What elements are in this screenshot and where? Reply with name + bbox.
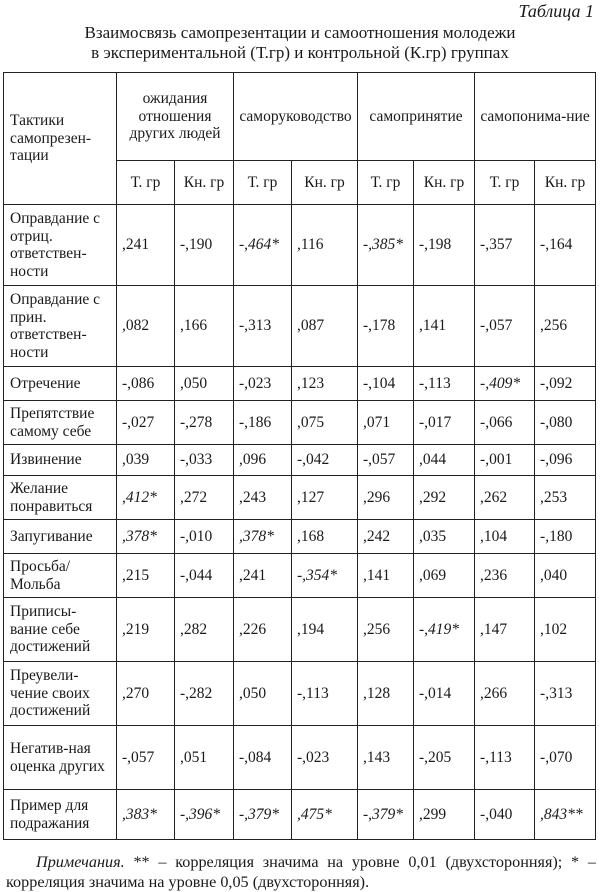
table-cell: ,378*: [234, 520, 292, 554]
table-cell: -,186: [234, 401, 292, 445]
table-cell: ,378*: [117, 520, 175, 554]
row-label: Оправдание с прин. ответствен-ности: [4, 286, 117, 367]
table-cell: ,141: [358, 554, 414, 598]
table-cell: -,379*: [234, 790, 292, 840]
title-line-2: в экспериментальной (Т.гр) и контрольной (К.гр) группах: [91, 43, 509, 62]
table-cell: ,243: [234, 476, 292, 520]
table-cell: ,242: [358, 520, 414, 554]
table-cell: ,071: [358, 401, 414, 445]
table-row: [4, 476, 596, 520]
table-cell: -,066: [475, 401, 535, 445]
table-cell: -,010: [175, 520, 234, 554]
table-cell: ,266: [475, 662, 535, 726]
table-cell: ,253: [535, 476, 596, 520]
note-text: ** – корреляция значима на уровне 0,01 (двухсторонняя); * – корреляция значима на уровне 0,05 (двухсторонняя).: [6, 853, 596, 891]
table-cell: ,128: [358, 662, 414, 726]
table-cell: ,299: [414, 790, 475, 840]
table-row: [4, 205, 596, 286]
table-cell: -,096: [535, 445, 596, 476]
table-cell: -,023: [234, 367, 292, 401]
table-cell: -,057: [358, 445, 414, 476]
row-label: Просьба/ Мольба: [4, 554, 117, 598]
table-cell: ,272: [175, 476, 234, 520]
table-cell: ,412*: [117, 476, 175, 520]
table-cell: -,178: [358, 286, 414, 367]
table-row: [4, 520, 596, 554]
table-number: Таблица 1: [518, 1, 594, 21]
row-label: Препятствие самому себе: [4, 401, 117, 445]
table-cell: ,282: [175, 598, 234, 662]
table-cell: -,282: [175, 662, 234, 726]
table-cell: -,023: [292, 726, 358, 790]
correlation-table: [3, 72, 596, 840]
table-cell: ,050: [234, 662, 292, 726]
table-cell: ,075: [292, 401, 358, 445]
row-label: Запугивание: [4, 520, 117, 554]
table-cell: -,385*: [358, 205, 414, 286]
table-cell: ,096: [234, 445, 292, 476]
table-cell: ,292: [414, 476, 475, 520]
row-label: Негатив-ная оценка других: [4, 726, 117, 790]
table-cell: -,027: [117, 401, 175, 445]
table-cell: ,241: [234, 554, 292, 598]
table-cell: ,143: [358, 726, 414, 790]
table-body: [4, 205, 596, 840]
table-cell: -,080: [535, 401, 596, 445]
table-cell: ,168: [292, 520, 358, 554]
table-cell: -,164: [535, 205, 596, 286]
table-row: [4, 286, 596, 367]
table-cell: -,070: [535, 726, 596, 790]
row-label: Пример для подражания: [4, 790, 117, 840]
table-cell: ,147: [475, 598, 535, 662]
table-cell: ,044: [414, 445, 475, 476]
table-cell: -,313: [234, 286, 292, 367]
table-cell: -,205: [414, 726, 475, 790]
note-lead: Примечания.: [36, 853, 125, 871]
table-cell: ,040: [535, 554, 596, 598]
table-cell: -,014: [414, 662, 475, 726]
table-note: [6, 852, 596, 892]
table-cell: -,042: [292, 445, 358, 476]
table-row: [4, 726, 596, 790]
table-cell: ,383*: [117, 790, 175, 840]
table-cell: ,104: [475, 520, 535, 554]
subheader-k: Кн. гр: [535, 161, 596, 205]
table-cell: -,086: [117, 367, 175, 401]
table-cell: -,044: [175, 554, 234, 598]
row-label: Желание понравиться: [4, 476, 117, 520]
subheader-t: Т. гр: [358, 161, 414, 205]
table-cell: -,001: [475, 445, 535, 476]
table-cell: -,379*: [358, 790, 414, 840]
header-corner: Тактики самопрезен-тации: [4, 73, 117, 205]
table-cell: -,396*: [175, 790, 234, 840]
table-cell: -,057: [117, 726, 175, 790]
table-cell: ,270: [117, 662, 175, 726]
table-cell: ,843**: [535, 790, 596, 840]
table-cell: -,113: [292, 662, 358, 726]
table-cell: -,033: [175, 445, 234, 476]
table-cell: ,256: [358, 598, 414, 662]
table-cell: ,226: [234, 598, 292, 662]
table-cell: ,116: [292, 205, 358, 286]
table-cell: -,357: [475, 205, 535, 286]
table-title: [0, 23, 600, 63]
table-cell: ,166: [175, 286, 234, 367]
row-label: Извинение: [4, 445, 117, 476]
table-cell: -,092: [535, 367, 596, 401]
subheader-t: Т. гр: [117, 161, 175, 205]
table-cell: ,050: [175, 367, 234, 401]
table-cell: ,236: [475, 554, 535, 598]
table-cell: -,419*: [414, 598, 475, 662]
subheader-k: Кн. гр: [414, 161, 475, 205]
table-cell: ,035: [414, 520, 475, 554]
subheader-k: Кн. гр: [292, 161, 358, 205]
table-row: [4, 554, 596, 598]
table-cell: -,084: [234, 726, 292, 790]
table-row: [4, 598, 596, 662]
row-label: Оправдание с отриц. ответствен-ности: [4, 205, 117, 286]
table-cell: ,475*: [292, 790, 358, 840]
table-cell: ,141: [414, 286, 475, 367]
table-cell: ,262: [475, 476, 535, 520]
group-header: самопонима-ние: [475, 73, 596, 161]
table-cell: ,296: [358, 476, 414, 520]
table-cell: -,057: [475, 286, 535, 367]
table-cell: ,102: [535, 598, 596, 662]
subheader-t: Т. гр: [475, 161, 535, 205]
group-header: саморуководство: [234, 73, 358, 161]
table-cell: -,313: [535, 662, 596, 726]
table-cell: -,190: [175, 205, 234, 286]
title-line-1: Взаимосвязь самопрезентации и самоотношения молодежи: [84, 23, 516, 42]
table-row: [4, 790, 596, 840]
table-cell: ,256: [535, 286, 596, 367]
table-row: [4, 401, 596, 445]
group-header: ожидания отношения других людей: [117, 73, 234, 161]
table-cell: -,409*: [475, 367, 535, 401]
table-cell: -,464*: [234, 205, 292, 286]
table-row: [4, 367, 596, 401]
group-header: самопринятие: [358, 73, 475, 161]
table-cell: ,241: [117, 205, 175, 286]
table-cell: ,069: [414, 554, 475, 598]
table-row: [4, 662, 596, 726]
subheader-k: Кн. гр: [175, 161, 234, 205]
subheader-t: Т. гр: [234, 161, 292, 205]
row-label: Преувели-чение своих достижений: [4, 662, 117, 726]
table-cell: ,215: [117, 554, 175, 598]
table-cell: -,198: [414, 205, 475, 286]
table-cell: -,113: [475, 726, 535, 790]
table-cell: ,082: [117, 286, 175, 367]
table-cell: -,278: [175, 401, 234, 445]
table-cell: ,051: [175, 726, 234, 790]
table-row: [4, 445, 596, 476]
table-cell: ,127: [292, 476, 358, 520]
table-cell: -,040: [475, 790, 535, 840]
table-cell: ,087: [292, 286, 358, 367]
row-label: Приписы-вание себе достижений: [4, 598, 117, 662]
table-cell: -,354*: [292, 554, 358, 598]
table-cell: -,017: [414, 401, 475, 445]
table-cell: -,113: [414, 367, 475, 401]
table-cell: -,104: [358, 367, 414, 401]
table-cell: ,123: [292, 367, 358, 401]
row-label: Отречение: [4, 367, 117, 401]
table-cell: ,219: [117, 598, 175, 662]
table-cell: ,194: [292, 598, 358, 662]
table-cell: -,180: [535, 520, 596, 554]
table-cell: ,039: [117, 445, 175, 476]
